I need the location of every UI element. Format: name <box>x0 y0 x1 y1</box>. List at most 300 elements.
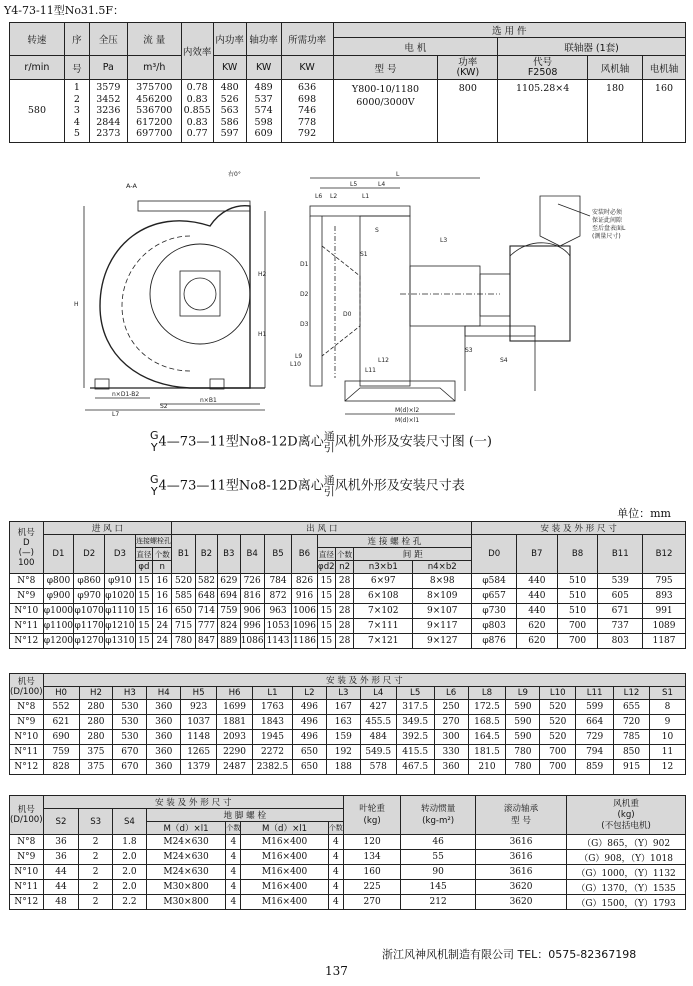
table-cell: 510 <box>557 574 598 589</box>
table-cell: 700 <box>557 619 598 634</box>
table-row <box>10 619 686 634</box>
table-cell: 729 <box>576 730 614 745</box>
table-cell: 16 <box>153 574 172 589</box>
t1-col-b8: B8 <box>557 535 598 574</box>
caption2-gy <box>150 474 159 498</box>
table-cell: 392.5 <box>396 730 434 745</box>
table-cell: 850 <box>614 745 650 760</box>
table-cell: 991 <box>643 604 686 619</box>
table-cell: 1053 <box>264 619 291 634</box>
table-cell: 785 <box>614 730 650 745</box>
table-cell: 167 <box>326 700 360 715</box>
table-cell: 15 <box>317 574 335 589</box>
table-row <box>10 880 686 895</box>
perf-value: 537 <box>254 93 273 105</box>
table-cell: 6×108 <box>354 589 413 604</box>
t3-inertia-unit: (kg-m²) <box>422 816 455 826</box>
motor-voltage: 6000/3000V <box>356 97 415 108</box>
table-cell: 225 <box>343 880 401 895</box>
table-cell: 159 <box>326 730 360 745</box>
table-row <box>10 745 686 760</box>
table-cell: 48 <box>43 895 79 910</box>
col-shaftpower <box>246 80 281 143</box>
col-header: L5 <box>396 687 434 700</box>
table-cell: 467.5 <box>396 760 434 775</box>
t1-col-d0: D0 <box>472 535 517 574</box>
hdr-motor-shaft: 电机轴 <box>642 56 685 80</box>
perf-value: 0.83 <box>186 93 208 105</box>
table-cell: 496 <box>292 715 326 730</box>
perf-value: 3236 <box>96 105 121 117</box>
hdr-motor-power <box>438 56 498 80</box>
col-header: H6 <box>217 687 253 700</box>
perf-value: 3452 <box>96 93 121 105</box>
perf-value: 574 <box>254 105 273 117</box>
t1-hdr-bolt2: 连 接 螺 栓 孔 <box>317 535 472 548</box>
table-cell: 795 <box>643 574 686 589</box>
caption2-post: 风机外形及安装尺寸表 <box>334 478 465 494</box>
table-cell: 530 <box>113 715 147 730</box>
table-cell: 1379 <box>181 760 217 775</box>
cell-motor-shaft: 160 <box>642 80 685 143</box>
t2-col-row <box>10 687 686 700</box>
t3-hdr-wheel <box>343 796 401 835</box>
table-cell: 440 <box>517 604 558 619</box>
row-label: N°8 <box>10 574 44 589</box>
table-cell: φ1110 <box>105 604 136 619</box>
table-cell: 715 <box>172 619 195 634</box>
t1-col-b3: B3 <box>218 535 240 574</box>
perf-value: 586 <box>220 116 239 128</box>
note-line-3: 至后盘表面L <box>592 225 626 232</box>
table-cell: 188 <box>326 760 360 775</box>
table-cell: 3620 <box>475 895 566 910</box>
dimension-table-1 <box>9 521 686 649</box>
table-row <box>10 589 686 604</box>
perf-value: 375700 <box>136 82 173 93</box>
perf-value: 0.855 <box>183 105 211 117</box>
table-cell: φ1310 <box>105 634 136 649</box>
table-cell: 349.5 <box>396 715 434 730</box>
coupling <box>480 274 510 316</box>
table-cell: φ900 <box>43 589 74 604</box>
label-d3: D3 <box>300 321 309 328</box>
caption2-yin: 引 <box>323 485 335 498</box>
table-cell: 212 <box>401 895 475 910</box>
motor-body <box>510 246 570 341</box>
table-cell: 28 <box>335 574 353 589</box>
caption1-stack <box>324 431 335 453</box>
hdr-seq: 序 <box>64 23 89 56</box>
cell-speed: 580 <box>10 80 65 143</box>
t1-col-phid: φd <box>135 561 152 574</box>
t3-jihao: 机号 <box>17 805 35 815</box>
t1-col-n: n <box>153 561 172 574</box>
t1-hdr-inlet: 进 风 口 <box>43 522 172 535</box>
table-cell: 599 <box>576 700 614 715</box>
t3-hdr-bearing <box>475 796 566 835</box>
t1-hdr-zhijing: 直径 <box>136 549 152 559</box>
table-cell: 784 <box>264 574 291 589</box>
col-header: S1 <box>649 687 685 700</box>
table-cell: φ1200 <box>43 634 74 649</box>
table-cell: 720 <box>614 715 650 730</box>
t3-col-n2: 个数 <box>328 822 343 835</box>
t2-hdr-jihao: 机号 (D/100) <box>10 674 44 700</box>
hub-outline <box>184 278 216 310</box>
col-header: H5 <box>181 687 217 700</box>
table-cell: 36 <box>43 850 79 865</box>
col-seq <box>64 80 89 143</box>
table-cell: 549.5 <box>360 745 396 760</box>
table-cell: 1089 <box>643 619 686 634</box>
table-cell: 828 <box>43 760 79 775</box>
t3-fanwt-note: (不包括电机) <box>601 820 651 831</box>
hdr-pressure: 全压 <box>89 23 127 56</box>
table-cell: 415.5 <box>396 745 434 760</box>
table-cell: 530 <box>113 700 147 715</box>
table-cell: 590 <box>506 730 540 745</box>
table-cell: 2 <box>79 880 113 895</box>
table-cell: φ1100 <box>43 619 74 634</box>
table-cell: 10 <box>649 730 685 745</box>
table-cell: 650 <box>292 745 326 760</box>
t2-body <box>10 700 686 775</box>
table-cell: 605 <box>598 589 643 604</box>
col-header: H0 <box>43 687 79 700</box>
label-l7: M(d)×l1 <box>395 417 420 424</box>
table-cell: （G）908，（Y）1018 <box>567 850 686 865</box>
table-cell: 539 <box>598 574 643 589</box>
row-label: N°9 <box>10 850 44 865</box>
label-rotation: 右0° <box>228 171 241 178</box>
table-cell: 824 <box>218 619 240 634</box>
t1-col-b11: B11 <box>598 535 643 574</box>
caption2-y: Y <box>150 485 158 498</box>
label-h2: H2 <box>258 271 267 278</box>
cell-motor-model <box>333 80 438 143</box>
perf-value: 0.78 <box>186 82 208 93</box>
table-cell: 4 <box>226 880 241 895</box>
row-label: N°10 <box>10 865 44 880</box>
t1-hdr-geshu2: 个数 <box>337 549 353 559</box>
table-cell: 4 <box>328 895 343 910</box>
performance-table <box>9 22 686 143</box>
table-cell: 15 <box>135 574 152 589</box>
table-cell: 582 <box>195 574 217 589</box>
table-cell: 375 <box>79 760 113 775</box>
perf-value: 0.77 <box>186 128 208 140</box>
table-cell: 4 <box>226 865 241 880</box>
table-cell: 15 <box>135 589 152 604</box>
table-cell: 360 <box>147 745 181 760</box>
caption1-y: Y <box>150 441 158 454</box>
label-b10: n×B1 <box>200 397 217 404</box>
table-cell: φ730 <box>472 604 517 619</box>
hdr-model: 型 号 <box>333 56 438 80</box>
col-eff <box>181 80 213 143</box>
table-cell: φ1000 <box>43 604 74 619</box>
table-cell: 300 <box>434 730 468 745</box>
label-l4: L4 <box>378 181 386 188</box>
caption1-pre: 4—73—11型No8-12D离心 <box>158 434 324 450</box>
table-cell: 4 <box>328 835 343 850</box>
perf-value: 598 <box>254 116 273 128</box>
table-cell: 915 <box>614 760 650 775</box>
label-s1: S1 <box>360 251 368 258</box>
table-cell: 134 <box>343 850 401 865</box>
table-cell: 4 <box>328 865 343 880</box>
outlet-flange <box>138 201 250 211</box>
table-cell: 906 <box>240 604 264 619</box>
table-cell: 9 <box>649 715 685 730</box>
motor-power-unit: (KW) <box>456 66 480 78</box>
table-cell: 12 <box>649 760 685 775</box>
perf-value: 5 <box>73 128 80 140</box>
t3-hdr-jihao: 机号 (D/100) <box>10 796 44 835</box>
table-cell: 440 <box>517 574 558 589</box>
table-cell: 737 <box>598 619 643 634</box>
col-header: L4 <box>360 687 396 700</box>
cell-fan-shaft: 180 <box>588 80 643 143</box>
table-cell: M16×400 <box>241 835 328 850</box>
caption1-yin: 引 <box>323 441 335 454</box>
table-cell: 90 <box>401 865 475 880</box>
hdr-fan-shaft: 风机轴 <box>588 56 643 80</box>
table-cell: 9×127 <box>413 634 472 649</box>
table-cell: 520 <box>540 700 576 715</box>
table-cell: 120 <box>343 835 401 850</box>
row-label: N°11 <box>10 619 44 634</box>
col-header: H4 <box>147 687 181 700</box>
hdr-selection: 选 用 件 <box>333 23 685 38</box>
table-cell: 1763 <box>253 700 293 715</box>
table-cell: 2 <box>79 895 113 910</box>
table-cell: 168.5 <box>468 715 506 730</box>
t3-col-s4: S4 <box>113 809 147 835</box>
table-cell: 629 <box>218 574 240 589</box>
inlet-cone <box>322 246 360 356</box>
motor-power-label: 功率 <box>458 56 478 68</box>
table-cell: 280 <box>79 715 113 730</box>
table-row <box>10 895 686 910</box>
table-cell: 317.5 <box>396 700 434 715</box>
table-cell: 520 <box>172 574 195 589</box>
t1-hdr-jianju: 间 距 <box>354 548 472 561</box>
perf-value: 480 <box>220 82 239 93</box>
table-cell: 759 <box>218 604 240 619</box>
t1-hdr-zhijing2: 直径 <box>318 549 334 559</box>
table-cell: 360 <box>434 760 468 775</box>
table-cell: φ970 <box>74 589 105 604</box>
hdr-shaftpower: 轴功率 <box>246 23 281 56</box>
col-header: L10 <box>540 687 576 700</box>
table-cell: 28 <box>335 604 353 619</box>
t3-fanwt: 风机重 <box>613 798 639 809</box>
t1-100: 100 <box>18 557 35 568</box>
bearing-housing <box>410 266 480 326</box>
table-cell: 28 <box>335 589 353 604</box>
table-cell: 16 <box>153 604 172 619</box>
table-cell: 650 <box>172 604 195 619</box>
table-cell: 2290 <box>217 745 253 760</box>
table-cell: 963 <box>264 604 291 619</box>
t3-body <box>10 835 686 910</box>
table-cell: φ1170 <box>74 619 105 634</box>
table-cell: 650 <box>292 760 326 775</box>
table-cell: 4 <box>226 850 241 865</box>
table-cell: 8×98 <box>413 574 472 589</box>
row-label: N°10 <box>10 604 44 619</box>
table-cell: 280 <box>79 730 113 745</box>
t1-col-n3b1: n3×b1 <box>354 561 413 574</box>
table-cell: 621 <box>43 715 79 730</box>
label-l: L <box>396 171 400 178</box>
table-row <box>10 760 686 775</box>
table-cell: 250 <box>434 700 468 715</box>
table-cell: 1265 <box>181 745 217 760</box>
table-cell: 2382.5 <box>253 760 293 775</box>
code-label: 代号 <box>533 56 553 68</box>
label-l8: M(d)×l2 <box>395 407 420 414</box>
table-cell: 3616 <box>475 835 566 850</box>
label-n-d: L10 <box>290 361 301 368</box>
table-cell: 24 <box>153 634 172 649</box>
table-row <box>10 634 686 649</box>
table-cell: 2487 <box>217 760 253 775</box>
table-row <box>10 700 686 715</box>
table-cell: 726 <box>240 574 264 589</box>
table-cell: 2 <box>79 835 113 850</box>
table-cell: φ876 <box>472 634 517 649</box>
table-cell: 44 <box>43 865 79 880</box>
table-cell: 15 <box>317 619 335 634</box>
table-cell: φ800 <box>43 574 74 589</box>
table-cell: 1086 <box>240 634 264 649</box>
perf-value: 4 <box>73 116 80 128</box>
table-cell: 7×102 <box>354 604 413 619</box>
t3-inertia: 转动惯量 <box>420 804 456 814</box>
label-m-d-l1: S2 <box>160 403 168 410</box>
table-cell: 996 <box>240 619 264 634</box>
table-cell: 6×97 <box>354 574 413 589</box>
table-cell: 590 <box>506 700 540 715</box>
table-cell: 893 <box>643 589 686 604</box>
table-cell: 585 <box>172 589 195 604</box>
label-l2: L2 <box>330 193 338 200</box>
unit-reqpower: KW <box>281 56 333 80</box>
dimension-table-2 <box>9 673 686 775</box>
table-cell: 1186 <box>292 634 317 649</box>
inlet-plate <box>310 216 322 386</box>
table-cell: 794 <box>576 745 614 760</box>
table-cell: 620 <box>517 619 558 634</box>
table-cell: 671 <box>598 604 643 619</box>
table-cell: M16×400 <box>241 895 328 910</box>
table-row <box>10 850 686 865</box>
table-cell: 360 <box>147 715 181 730</box>
table-cell: φ657 <box>472 589 517 604</box>
t3-hdr-foot: 地 脚 螺 栓 <box>146 809 343 822</box>
company-info: 浙江风神风机制造有限公司 TEL：0575-82367198 <box>382 948 637 961</box>
label-nxb1: L12 <box>378 357 389 364</box>
table-cell: 859 <box>576 760 614 775</box>
detail-sketch <box>540 196 580 246</box>
row-label: N°12 <box>10 760 44 775</box>
table-cell: 46 <box>401 835 475 850</box>
perf-value: 597 <box>220 128 239 140</box>
t1-col-b5: B5 <box>264 535 291 574</box>
caption1-gy <box>150 430 159 454</box>
label-s: S <box>375 227 379 234</box>
table-cell: 24 <box>153 619 172 634</box>
t3-hdr-title: 安 装 及 外 形 尺 寸 <box>43 796 343 809</box>
table-cell: 759 <box>43 745 79 760</box>
col-header: L3 <box>326 687 360 700</box>
table-cell: 1699 <box>217 700 253 715</box>
table-cell: 1881 <box>217 715 253 730</box>
col-header: L2 <box>292 687 326 700</box>
t3-col-m2: M（d）×l1 <box>241 822 328 835</box>
table-cell: 8×109 <box>413 589 472 604</box>
table-cell: φ1070 <box>74 604 105 619</box>
table-cell: 7×121 <box>354 634 413 649</box>
unit-speed: r/min <box>10 56 65 80</box>
t1-col-b7: B7 <box>517 535 558 574</box>
table-cell: M30×800 <box>146 880 226 895</box>
perf-value: 792 <box>298 128 317 140</box>
table-cell: 160 <box>343 865 401 880</box>
dimension-table-3 <box>9 795 686 910</box>
perf-value: 617200 <box>136 116 173 128</box>
table-cell: 664 <box>576 715 614 730</box>
t1-col-b2: B2 <box>195 535 217 574</box>
table-cell: 330 <box>434 745 468 760</box>
cell-coupling-code: 1105.28×4 <box>498 80 588 143</box>
perf-value: 746 <box>298 105 317 117</box>
table-cell: 3616 <box>475 850 566 865</box>
perf-value: 3579 <box>96 82 121 93</box>
t1-col-b12: B12 <box>643 535 686 574</box>
table-cell: 700 <box>540 745 576 760</box>
leader-line <box>558 204 590 216</box>
table-cell: 714 <box>195 604 217 619</box>
table-cell: 496 <box>292 700 326 715</box>
table-cell: 2 <box>79 865 113 880</box>
perf-value: 778 <box>298 116 317 128</box>
table-cell: 16 <box>153 589 172 604</box>
table-cell: 1.8 <box>113 835 147 850</box>
note-line-4: (测量尺寸) <box>592 233 621 240</box>
table-cell: 44 <box>43 880 79 895</box>
code-unit: F2508 <box>527 66 558 78</box>
t1-hdr-jihao: 机号 D (—) 100 <box>10 522 44 574</box>
caption2-pre: 4—73—11型No8-12D离心 <box>158 478 324 494</box>
perf-value: 698 <box>298 93 317 105</box>
table-cell: 15 <box>317 604 335 619</box>
table-cell: 620 <box>517 634 558 649</box>
label-h: H <box>74 301 79 308</box>
table-cell: 9×117 <box>413 619 472 634</box>
table-cell: 847 <box>195 634 217 649</box>
hdr-coupling: 联轴器 (1套) <box>498 38 686 56</box>
table-cell: 7×111 <box>354 619 413 634</box>
page-title: Y4-73-11型No31.5F： <box>4 4 125 17</box>
table-cell: 700 <box>557 634 598 649</box>
t1-hdr-outlet: 出 风 口 <box>172 522 472 535</box>
table-row <box>10 730 686 745</box>
table-cell: 484 <box>360 730 396 745</box>
